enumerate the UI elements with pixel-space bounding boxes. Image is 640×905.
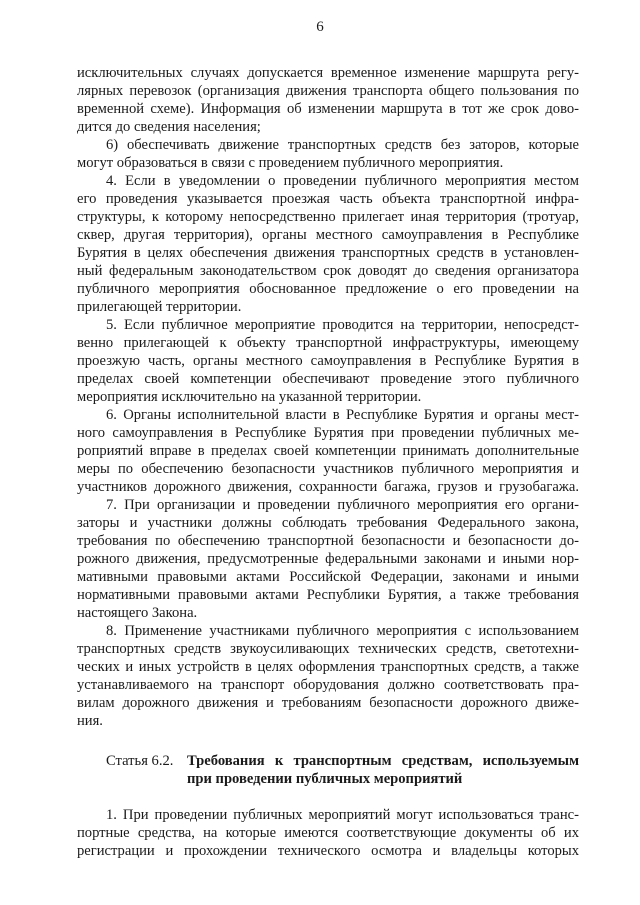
text-line: пределах своей компетенции обеспечивают проведение этого публичного [77, 371, 579, 387]
text-line: вилам дорожного движения и требованиям безопасности дорожного движе- [77, 695, 579, 711]
text-line: мероприятия исключительно на указанной территории. [77, 389, 422, 405]
text-line: 6) обеспечивать движение транспортных средств без заторов, которые [106, 137, 579, 153]
text-line: 4. Если в уведомлении о проведении публичного мероприятия местом [106, 173, 579, 189]
text-line: Бурятия в целях обеспечения движения транспортных средств в установлен- [77, 245, 579, 261]
text-line: настоящего Закона. [77, 605, 198, 621]
text-line: 1. При проведении публичных мероприятий могут использоваться транс- [106, 807, 579, 823]
article-label: Статья 6.2. [106, 753, 174, 769]
text-line: 6. Органы исполнительной власти в Республике Бурятия и органы мест- [106, 407, 579, 423]
text-line: требования по обеспечению транспортной безопасности и безопасности до- [77, 533, 579, 549]
text-line: 8. Применение участниками публичного мероприятия с использованием [106, 623, 579, 639]
text-line: участников дорожного движения, сохранности багажа, грузов и грузобагажа. [77, 479, 579, 495]
text-line: могут образоваться в связи с проведением публичного мероприятия. [77, 155, 504, 171]
text-line: лярных перевозок (организация движения транспорта общего пользования по [77, 83, 579, 99]
text-line: ния. [77, 713, 103, 729]
text-line: венно прилегающей к объекту транспортной инфраструктуры, имеющему [77, 335, 579, 351]
text-line: мативными правовыми актами Российской Федерации, законами и иными [77, 569, 579, 585]
text-line: ный федеральным законодательством срок доводят до сведения организатора [77, 263, 579, 279]
text-line: исключительных случаях допускается временное изменение маршрута регу- [77, 65, 579, 81]
text-line: временной схеме). Информация об изменении маршрута в тот же срок дово- [77, 101, 579, 117]
text-line: 7. При организации и проведении публичного мероприятия его органи- [106, 497, 579, 513]
article-title-continued: при проведении публичных мероприятий [187, 771, 463, 787]
text-line: регистрации и прохождении технического осмотра и владельцы которых [77, 843, 579, 859]
text-line: ческих и иных устройств в целях оформления транспортных средств, а также [77, 659, 579, 675]
text-line: меры по обеспечению безопасности участников публичного мероприятия и [77, 461, 579, 477]
text-line: структуры, к которому непосредственно прилегает иная территория (тротуар, [77, 209, 579, 225]
text-line: заторы и участники должны соблюдать требования Федерального закона, [77, 515, 579, 531]
text-line: устанавливаемого на транспорт оборудования должно соответствовать пра- [77, 677, 579, 693]
page-number: 6 [316, 19, 324, 35]
text-line: дится до сведения населения; [77, 119, 261, 135]
text-line: прилегающей территории. [77, 299, 242, 315]
article-title: Требования к транспортным средствам, используемым [187, 753, 579, 769]
text-line: 5. Если публичное мероприятие проводится на территории, непосредст- [106, 317, 579, 333]
text-line: проезжую часть, органы местного самоуправления в Республике Бурятия в [77, 353, 579, 369]
text-line: портные средства, на которые имеются соответствующие документы об их [77, 825, 579, 841]
text-line: его проведения указывается проезжая часть объекта транспортной инфра- [77, 191, 579, 207]
text-line: публичного мероприятия обоснованное предложение о его проведении на [77, 281, 579, 297]
text-line: сквер, другая территория), органы местного самоуправления в Республике [77, 227, 579, 243]
text-line: транспортных средств звукоусиливающих технических средств, светотехни- [77, 641, 579, 657]
text-line: роприятий вправе в пределах своей компетенции принимать дополнительные [77, 443, 579, 459]
text-line: нормативными правовыми актами Республики Бурятия, а также требования [77, 587, 579, 603]
text-line: рожного движения, предусмотренные федеральными законами и иными нор- [77, 551, 579, 567]
text-line: ного самоуправления в Республике Бурятия при проведении публичных ме- [77, 425, 579, 441]
